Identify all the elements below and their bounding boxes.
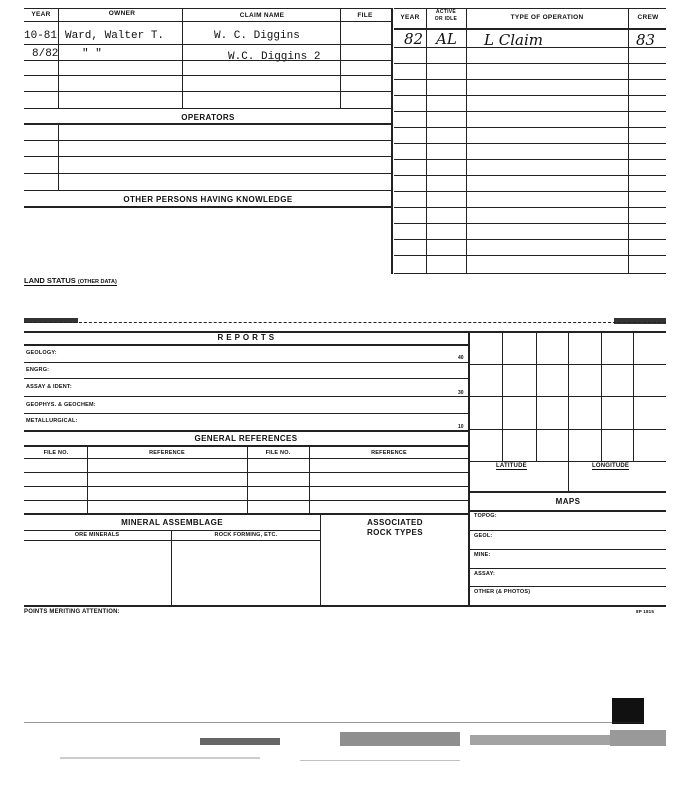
rule <box>470 491 666 493</box>
grid-line <box>470 461 666 462</box>
rule <box>24 413 468 414</box>
points-meriting-attention: POINTS MERITING ATTENTION: <box>24 609 120 615</box>
col-divider <box>320 513 321 606</box>
claim-name-2: W.C. Diggins 2 <box>228 51 321 63</box>
scan-smear <box>610 730 666 746</box>
rule <box>24 500 468 501</box>
rule <box>24 530 320 531</box>
header-owner: OWNER <box>108 10 136 17</box>
col-divider <box>182 8 183 108</box>
col-divider <box>309 445 310 513</box>
rule <box>24 60 392 61</box>
rule <box>394 143 666 144</box>
rule <box>24 378 468 379</box>
maps-title: MAPS <box>555 497 581 506</box>
rule <box>470 510 666 512</box>
header-crew: CREW <box>637 14 659 21</box>
mineral-assemblage-title: MINERAL ASSEMBLAGE <box>121 518 223 527</box>
rule <box>24 173 392 174</box>
rock-forming-label: ROCK FORMING, ETC. <box>214 532 278 538</box>
longitude-label: LONGITUDE <box>592 463 630 469</box>
rule <box>394 28 666 30</box>
rule <box>24 540 320 541</box>
operators-label: OPERATORS <box>181 113 235 122</box>
rule <box>470 530 666 531</box>
header-or-idle: OR IDLE <box>434 16 458 22</box>
rule <box>24 322 666 323</box>
scan-line <box>300 760 460 761</box>
activity-status: AL <box>436 30 457 48</box>
rule <box>394 95 666 96</box>
col-divider <box>340 8 341 108</box>
rule <box>24 206 392 208</box>
col-divider <box>247 445 248 513</box>
land-status-heading <box>24 276 117 286</box>
rule <box>394 239 666 240</box>
rule <box>394 223 666 224</box>
report-label-assay: ASSAY & IDENT: <box>26 384 72 390</box>
ref-header-file-no-1: FILE NO. <box>43 450 69 456</box>
map-topog: TOPOG: <box>474 513 497 519</box>
grid-line <box>470 396 666 397</box>
rule <box>24 21 392 22</box>
header-year: YEAR <box>31 11 51 18</box>
map-assay: ASSAY: <box>474 571 496 577</box>
rule <box>24 108 392 109</box>
activity-type: L Claim <box>484 31 543 49</box>
map-geol: GEOL: <box>474 533 493 539</box>
claim-year-1: 10-81 <box>24 30 58 42</box>
table-border <box>468 331 470 606</box>
rule <box>24 190 392 191</box>
report-num-metallurgical: 10 <box>458 424 464 430</box>
rule <box>24 472 468 473</box>
activity-crew: 83 <box>636 31 656 49</box>
scan-line <box>24 722 644 723</box>
header-file: FILE <box>357 12 373 19</box>
land-status-label: LAND STATUS <box>24 276 76 285</box>
col-divider <box>171 530 172 606</box>
latitude-label: LATITUDE <box>496 463 527 469</box>
rule <box>394 273 666 274</box>
rule <box>24 362 468 363</box>
rule <box>24 513 468 515</box>
claim-owner-2: " " <box>82 48 102 60</box>
rule <box>24 445 468 447</box>
rule <box>24 396 468 397</box>
header-type-of-operation: TYPE OF OPERATION <box>510 14 584 21</box>
rule <box>394 207 666 208</box>
rule <box>394 127 666 128</box>
ref-header-reference-2: REFERENCE <box>371 450 407 456</box>
grid-line <box>568 331 569 491</box>
report-label-engrg: ENGRG: <box>26 367 50 373</box>
land-status-sub: (OTHER DATA) <box>77 279 117 285</box>
rule <box>24 91 392 92</box>
scan-smear <box>340 732 460 746</box>
rule <box>394 175 666 176</box>
map-other: OTHER (& PHOTOS) <box>474 589 531 595</box>
report-num-geology: 40 <box>458 355 464 361</box>
scan-blot <box>612 698 644 724</box>
report-num-assay: 30 <box>458 390 464 396</box>
rule <box>24 605 666 607</box>
general-references-title: GENERAL REFERENCES <box>194 434 298 443</box>
report-label-geophys: GEOPHYS. & GEOCHEM: <box>26 402 96 408</box>
rule <box>394 255 666 256</box>
claim-owner-1: Ward, Walter T. <box>65 30 165 42</box>
rule <box>24 430 468 432</box>
rule <box>394 79 666 80</box>
rule <box>394 47 666 48</box>
rule <box>470 549 666 550</box>
col-divider <box>87 445 88 513</box>
rule <box>24 156 392 157</box>
rule <box>470 586 666 587</box>
rule <box>470 568 666 569</box>
ore-minerals-label: ORE MINERALS <box>74 532 120 538</box>
ref-header-reference-1: REFERENCE <box>149 450 185 456</box>
header-year: YEAR <box>400 14 420 21</box>
scan-line <box>60 757 260 759</box>
rule <box>24 344 468 346</box>
activity-year: 82 <box>404 30 424 48</box>
rule <box>24 44 392 45</box>
rule <box>24 458 468 459</box>
map-mine: MINE: <box>474 552 491 558</box>
grid-line <box>470 364 666 365</box>
rule <box>394 191 666 192</box>
ref-header-file-no-2: FILE NO. <box>265 450 291 456</box>
report-label-geology: GEOLOGY: <box>26 350 57 356</box>
scan-smear <box>470 735 610 745</box>
rule <box>394 159 666 160</box>
rule <box>24 8 392 9</box>
other-persons-label: OTHER PERSONS HAVING KNOWLEDGE <box>123 195 293 204</box>
report-label-metallurgical: METALLURGICAL: <box>26 418 78 424</box>
header-active: ACTIVE <box>435 9 457 15</box>
scan-mark <box>614 318 666 324</box>
scan-smear <box>200 738 280 745</box>
table-border <box>391 8 393 274</box>
rule <box>24 75 392 76</box>
rule <box>394 63 666 64</box>
rule <box>24 486 468 487</box>
claim-name-1: W. C. Diggins <box>214 30 300 42</box>
rule <box>24 123 392 125</box>
form-number: 8P 1815 <box>636 609 655 614</box>
header-claim-name: CLAIM NAME <box>239 12 285 19</box>
claim-year-2: 8/82 <box>32 48 59 60</box>
associated-line1: ASSOCIATED <box>367 518 423 527</box>
rule <box>24 140 392 141</box>
reports-title: R E P O R T S <box>217 333 275 342</box>
rule <box>394 111 666 112</box>
associated-line2: ROCK TYPES <box>366 528 423 537</box>
grid-line <box>470 429 666 430</box>
